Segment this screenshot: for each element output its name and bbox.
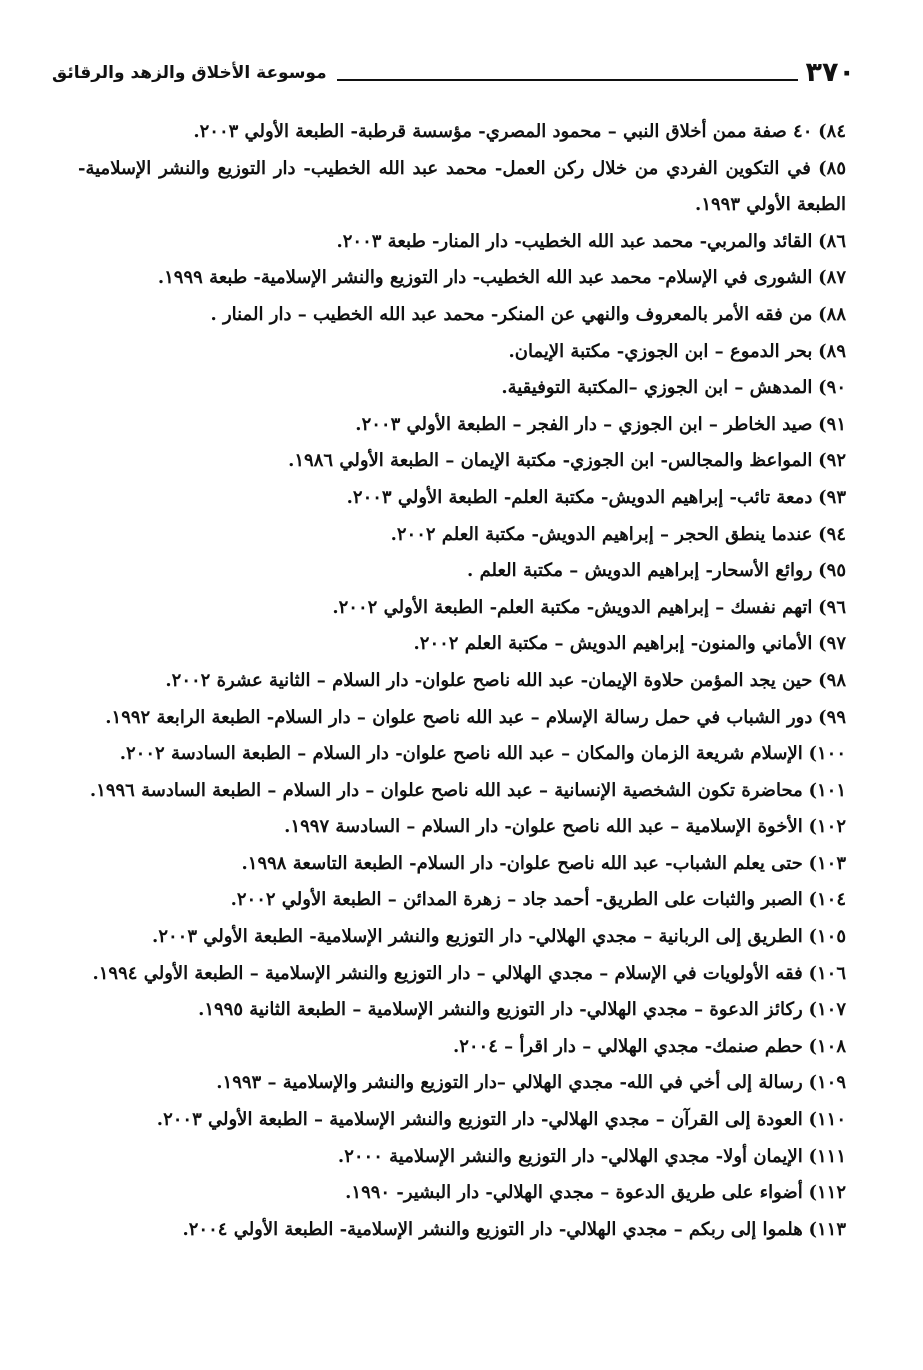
reference-text: محاضرة تكون الشخصية الإنسانية – عبد الله ناصح علوان – دار السلام – الطبعة السادسة ١٩٩٦. xyxy=(89,779,803,801)
reference-item xyxy=(78,956,846,993)
reference-text: صيد الخاطر – ابن الجوزي – دار الفجر – الطبعة الأولي ٢٠٠٣. xyxy=(355,413,813,435)
reference-number: ١٠٩) xyxy=(808,1072,846,1094)
reference-number: ١٠٥) xyxy=(808,926,846,948)
reference-item xyxy=(78,590,846,627)
reference-text: الأخوة الإسلامية – عبد الله ناصح علوان- دار السلام – السادسة ١٩٩٧. xyxy=(284,816,803,838)
reference-number: ٨٤) xyxy=(818,121,846,142)
reference-text: رسالة إلى أخي في الله- مجدي الهلالي –دار التوزيع والنشر والإسلامية – ١٩٩٣. xyxy=(216,1072,803,1094)
reference-number: ١٠٦) xyxy=(808,962,846,984)
reference-item xyxy=(78,407,846,444)
reference-text: هلموا إلى ربكم – مجدي الهلالي- دار التوزيع والنشر الإسلامية- الطبعة الأولي ٢٠٠٤. xyxy=(182,1218,803,1240)
running-header xyxy=(52,56,855,90)
reference-number: ٩٥) xyxy=(818,560,846,582)
reference-item xyxy=(78,260,846,297)
reference-number: ٩٩) xyxy=(818,706,846,728)
reference-item xyxy=(78,736,846,773)
reference-item xyxy=(78,224,846,261)
reference-item xyxy=(78,297,846,334)
reference-number: ٩٨) xyxy=(818,669,846,691)
reference-text: الطريق إلى الربانية – مجدي الهلالي- دار التوزيع والنشر الإسلامية- الطبعة الأولي ٢٠٠٣. xyxy=(152,926,803,948)
reference-item xyxy=(78,1029,846,1066)
reference-item xyxy=(78,1139,846,1176)
reference-number: ٩٦) xyxy=(818,596,846,618)
reference-text: العودة إلى القرآن – مجدي الهلالي- دار التوزيع والنشر الإسلامية – الطبعة الأولي ٢٠٠٣. xyxy=(156,1109,803,1131)
reference-item xyxy=(78,151,846,224)
reference-item xyxy=(78,443,846,480)
reference-item xyxy=(78,1212,846,1249)
reference-number: ١٠٣) xyxy=(808,852,846,874)
reference-item xyxy=(78,882,846,919)
reference-item xyxy=(78,626,846,663)
reference-number: ١٠٢) xyxy=(808,816,846,838)
reference-item xyxy=(78,334,846,371)
reference-item xyxy=(78,663,846,700)
reference-item xyxy=(78,517,846,554)
page-number: ٣٧٠ xyxy=(805,57,855,88)
reference-text: الصبر والثبات على الطريق- أحمد جاد – زهرة المدائن – الطبعة الأولي ٢٠٠٢. xyxy=(230,889,803,911)
reference-number: ١٠٠) xyxy=(808,743,846,765)
reference-text: بحر الدموع – ابن الجوزي- مكتبة الإيمان. xyxy=(508,340,813,362)
reference-number: ٨٨) xyxy=(818,303,846,325)
reference-number: ١٠٨) xyxy=(808,1035,846,1057)
reference-number: ١١٠) xyxy=(808,1109,846,1131)
reference-number: ٨٧) xyxy=(818,267,846,289)
reference-text: الإسلام شريعة الزمان والمكان – عبد الله ناصح علوان- دار السلام – الطبعة السادسة ٢٠٠٢. xyxy=(119,743,803,765)
reference-text: الإيمان أولا- مجدي الهلالي- دار التوزيع والنشر الإسلامية ٢٠٠٠. xyxy=(337,1145,803,1167)
reference-text: من فقه الأمر بالمعروف والنهي عن المنكر- محمد عبد الله الخطيب – دار المنار . xyxy=(210,303,813,325)
reference-text: المدهش – ابن الجوزي –المكتبة التوفيقية. xyxy=(501,377,813,399)
reference-text: الشورى في الإسلام- محمد عبد الله الخطيب- دار التوزيع والنشر الإسلامية- طبعة ١٩٩٩. xyxy=(157,267,813,289)
reference-text: اتهم نفسك – إبراهيم الدويش- مكتبة العلم- الطبعة الأولي ٢٠٠٢. xyxy=(332,596,813,618)
reference-list xyxy=(78,114,846,1248)
reference-item xyxy=(78,919,846,956)
reference-text: عندما ينطق الحجر – إبراهيم الدويش- مكتبة العلم ٢٠٠٢. xyxy=(390,523,813,545)
reference-text: المواعظ والمجالس- ابن الجوزي- مكتبة الإيمان – الطبعة الأولي ١٩٨٦. xyxy=(288,450,813,472)
reference-number: ١١٣) xyxy=(808,1218,846,1240)
reference-text: الأماني والمنون- إبراهيم الدويش – مكتبة العلم ٢٠٠٢. xyxy=(413,633,813,655)
reference-number: ٩٤) xyxy=(818,523,846,545)
reference-item xyxy=(78,1175,846,1212)
reference-text: ٤٠ صفة ممن أخلاق النبي – محمود المصري- مؤسسة قرطبة- الطبعة الأولي ٢٠٠٣. xyxy=(193,121,813,142)
reference-number: ٨٦) xyxy=(818,230,846,252)
reference-number: ٨٥) xyxy=(818,157,846,179)
reference-text: روائع الأسحار- إبراهيم الدويش – مكتبة العلم . xyxy=(467,560,813,582)
reference-text: في التكوين الفردي من خلال ركن العمل- محمد عبد الله الخطيب- دار التوزيع والنشر الإسلامية- الطبعة الأولي ١٩٩٣. xyxy=(78,157,846,216)
reference-number: ١٠٤) xyxy=(808,889,846,911)
reference-item xyxy=(78,553,846,590)
reference-number: ١٠١) xyxy=(808,779,846,801)
reference-number: ١٠٧) xyxy=(808,999,846,1021)
reference-number: ٩٠) xyxy=(818,377,846,399)
reference-number: ١١٢) xyxy=(808,1182,846,1204)
reference-text: حطم صنمك- مجدي الهلالي – دار اقرأ – ٢٠٠٤. xyxy=(452,1035,803,1057)
reference-item xyxy=(78,809,846,846)
reference-text: دمعة تائب- إبراهيم الدويش- مكتبة العلم- الطبعة الأولي ٢٠٠٣. xyxy=(346,486,813,508)
reference-text: فقه الأولويات في الإسلام – مجدي الهلالي – دار التوزيع والنشر الإسلامية – الطبعة الأولي ١٩٩٤. xyxy=(92,962,803,984)
reference-number: ٨٩) xyxy=(818,340,846,362)
reference-item xyxy=(78,114,846,151)
reference-item xyxy=(78,1102,846,1139)
reference-number: ٩٣) xyxy=(818,486,846,508)
reference-item xyxy=(78,1065,846,1102)
reference-item xyxy=(78,700,846,737)
book-title: موسوعة الأخلاق والزهد والرقائق xyxy=(52,63,327,83)
reference-item xyxy=(78,480,846,517)
reference-item xyxy=(78,846,846,883)
reference-number: ٩٧) xyxy=(818,633,846,655)
reference-text: ركائز الدعوة – مجدي الهلالي- دار التوزيع والنشر الإسلامية – الطبعة الثانية ١٩٩٥. xyxy=(198,999,803,1021)
reference-text: حتى يعلم الشباب- عبد الله ناصح علوان- دار السلام- الطبعة التاسعة ١٩٩٨. xyxy=(241,852,803,874)
reference-number: ٩١) xyxy=(818,413,846,435)
reference-text: القائد والمربي- محمد عبد الله الخطيب- دار المنار- طبعة ٢٠٠٣. xyxy=(336,230,813,252)
header-rule xyxy=(337,79,798,81)
reference-item xyxy=(78,992,846,1029)
reference-item xyxy=(78,773,846,810)
reference-text: حين يجد المؤمن حلاوة الإيمان- عبد الله ناصح علوان- دار السلام – الثانية عشرة ٢٠٠٢. xyxy=(165,669,813,691)
reference-text: دور الشباب في حمل رسالة الإسلام – عبد الله ناصح علوان – دار السلام- الطبعة الرابعة ١٩٩٢. xyxy=(105,706,813,728)
reference-item xyxy=(78,370,846,407)
reference-text: أضواء على طريق الدعوة – مجدي الهلالي- دار البشير- ١٩٩٠. xyxy=(345,1182,803,1204)
reference-number: ٩٢) xyxy=(818,450,846,472)
reference-number: ١١١) xyxy=(808,1145,846,1167)
